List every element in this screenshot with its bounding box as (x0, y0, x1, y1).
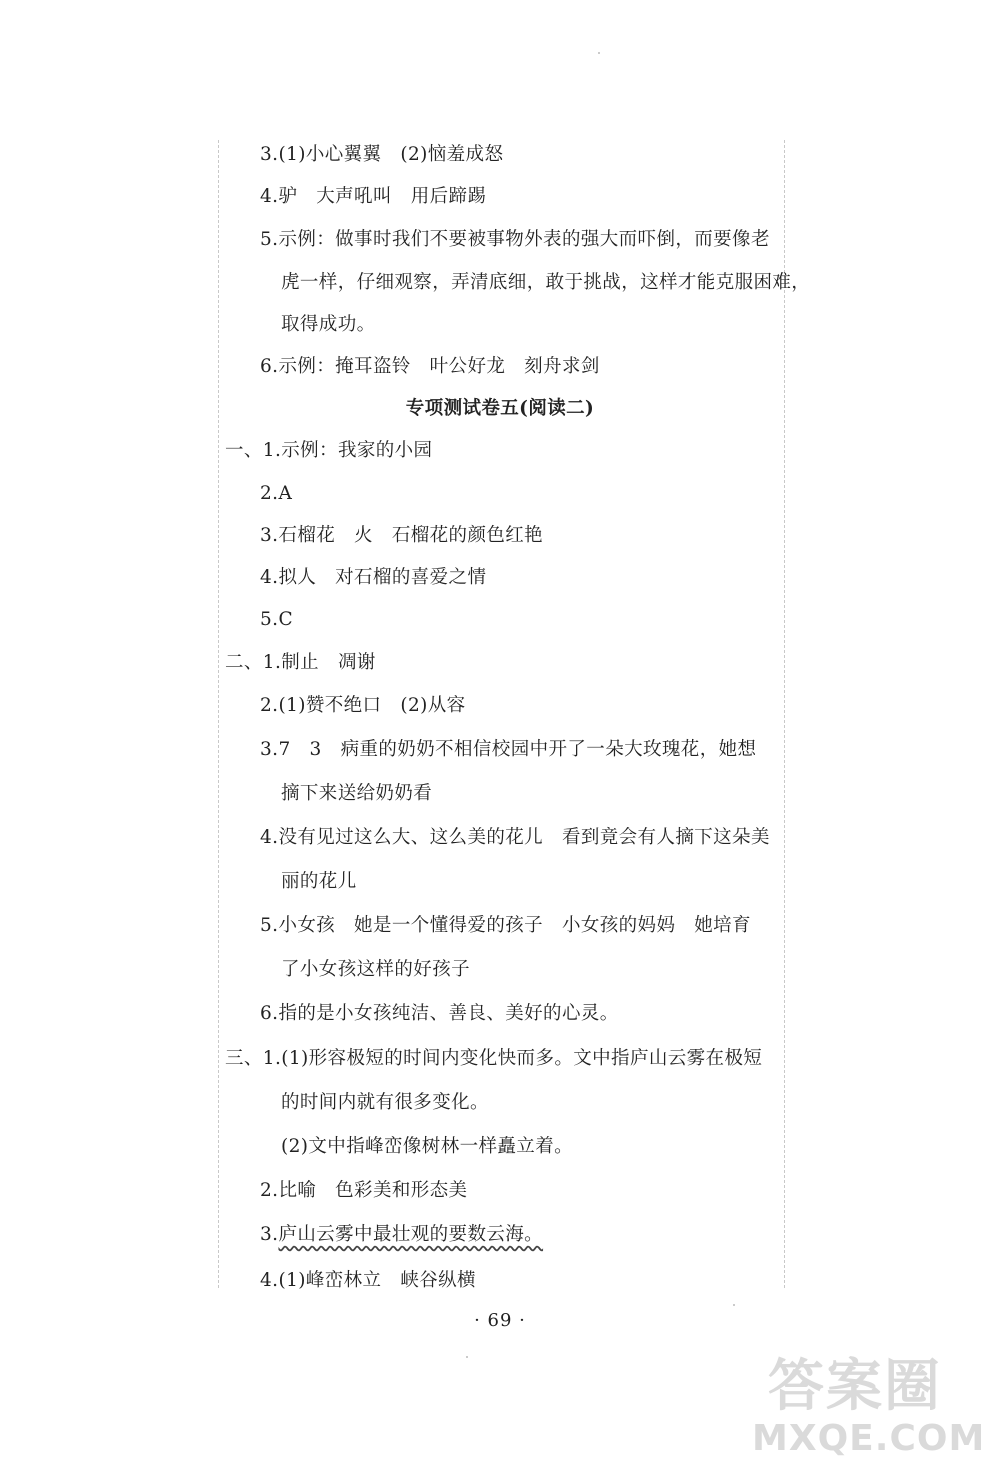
answer-line-1: 3.(1)小心翼翼 (2)恼羞成怒 (260, 144, 504, 165)
scan-speck (466, 1356, 468, 1358)
answer-line-13: 二、1.制止 凋谢 (225, 652, 376, 673)
watermark (748, 1355, 988, 1465)
answer-line-6: 6.示例：掩耳盗铃 叶公好龙 刻舟求剑 (260, 356, 600, 377)
scan-speck (598, 52, 600, 54)
answer-line-11: 4.拟人 对石榴的喜爱之情 (260, 567, 487, 588)
answer-line-4: 虎一样，仔细观察，弄清底细，敢于挑战，这样才能克服困难， (281, 272, 811, 293)
answer-line-17: 4.没有见过这么大、这么美的花儿 看到竟会有人摘下这朵美 (260, 827, 770, 848)
answer-line-19: 5.小女孩 她是一个懂得爱的孩子 小女孩的妈妈 她培育 (260, 915, 751, 936)
answer-line-16: 摘下来送给奶奶看 (281, 783, 433, 804)
wavy-underlined-answer: 庐山云雾中最壮观的要数云海。 (278, 1224, 544, 1245)
answer-line-3: 5.示例：做事时我们不要被事物外表的强大而吓倒，而要像老 (260, 229, 770, 250)
answer-line-8: 一、1.示例：我家的小园 (225, 440, 433, 461)
watermark-logo: 答案圈 (768, 1354, 942, 1419)
answer-line-5: 取得成功。 (281, 314, 376, 335)
answer-line-25: 2.比喻 色彩美和形态美 (260, 1180, 468, 1201)
answer-line-26: 3.庐山云雾中最壮观的要数云海。 (260, 1224, 544, 1245)
answer-line-9: 2.A (260, 483, 293, 504)
answer-line-27: 4.(1)峰峦林立 峡谷纵横 (260, 1270, 476, 1291)
answer-line-15: 3.7 3 病重的奶奶不相信校园中开了一朵大玫瑰花，她想 (260, 739, 757, 760)
page-number: · 69 · (474, 1310, 526, 1331)
answer-line-24: (2)文中指峰峦像树林一样矗立着。 (281, 1136, 574, 1157)
answer-line-22: 三、1.(1)形容极短的时间内变化快而多。文中指庐山云雾在极短 (225, 1048, 763, 1069)
scan-speck (733, 1304, 735, 1306)
section-title: 专项测试卷五(阅读二) (405, 398, 595, 419)
answer-line-20: 了小女孩这样的好孩子 (281, 959, 471, 980)
watermark-url: MXQE.COM (752, 1418, 986, 1459)
answer-line-14: 2.(1)赞不绝口 (2)从容 (260, 695, 466, 716)
answer-line-12: 5.C (260, 609, 294, 630)
answer-line-21: 6.指的是小女孩纯洁、善良、美好的心灵。 (260, 1003, 619, 1024)
answer-line-23: 的时间内就有很多变化。 (281, 1092, 489, 1113)
answer-line-18: 丽的花儿 (281, 871, 357, 892)
answer-line-10: 3.石榴花 火 石榴花的颜色红艳 (260, 525, 544, 546)
answer-line-2: 4.驴 大声吼叫 用后蹄踢 (260, 186, 487, 207)
